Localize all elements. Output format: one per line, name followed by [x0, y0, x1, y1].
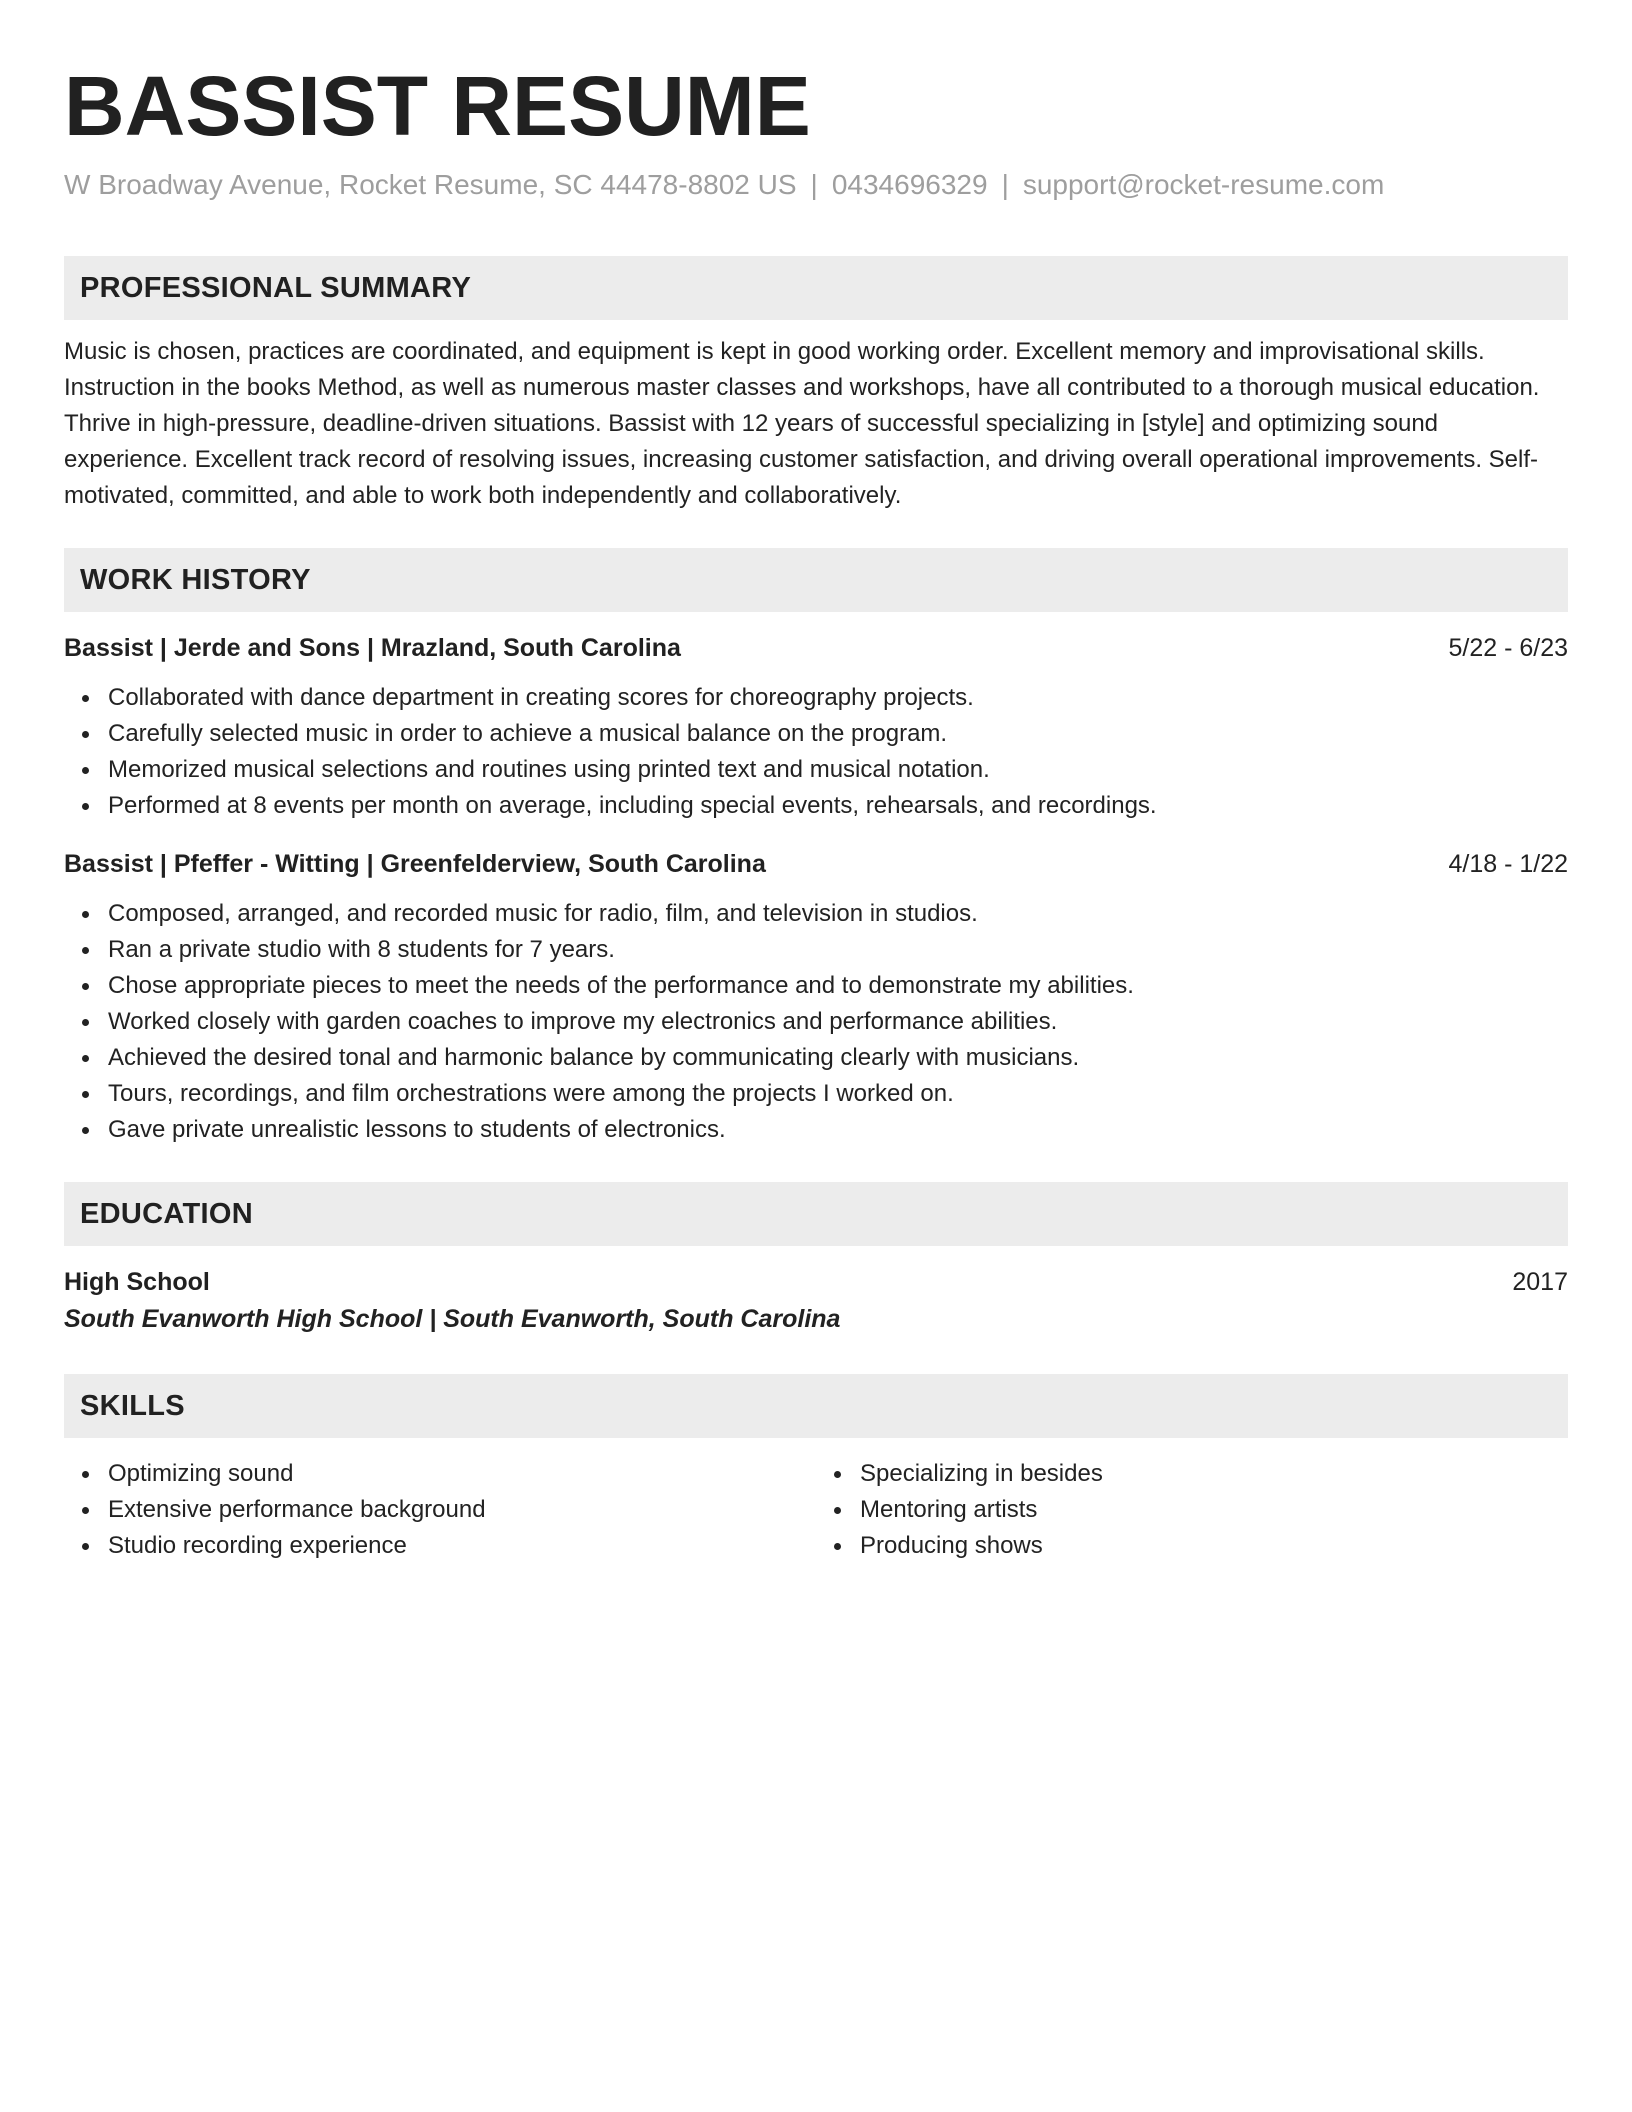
list-item: Gave private unrealistic lessons to students of electronics. — [108, 1112, 1568, 1148]
list-item: Chose appropriate pieces to meet the needs of the performance and to demonstrate my abilities. — [108, 968, 1568, 1004]
skills-list — [64, 1456, 816, 1564]
list-item: Composed, arranged, and recorded music for radio, film, and television in studios. — [108, 896, 1568, 932]
contact-separator: | — [810, 169, 818, 200]
job-dates: 5/22 - 6/23 — [1448, 634, 1568, 662]
skill-item: Mentoring artists — [860, 1492, 1568, 1528]
contact-separator: | — [1001, 169, 1009, 200]
job-entry — [64, 630, 1568, 824]
skill-item: Specializing in besides — [860, 1456, 1568, 1492]
skills-grid — [64, 1456, 1568, 1564]
contact-address: W Broadway Avenue, Rocket Resume, SC 44478-8802 US — [64, 169, 797, 200]
list-item: Collaborated with dance department in creating scores for choreography projects. — [108, 680, 1568, 716]
contact-email: support@rocket-resume.com — [1022, 169, 1385, 200]
job-title: Bassist | Pfeffer - Witting | Greenfelderview, South Carolina — [64, 850, 766, 878]
list-item: Ran a private studio with 8 students for 7 years. — [108, 932, 1568, 968]
section-header-work-history: WORK HISTORY — [64, 548, 1568, 612]
skill-item: Studio recording experience — [108, 1528, 816, 1564]
skill-item: Extensive performance background — [108, 1492, 816, 1528]
education-year: 2017 — [1512, 1268, 1568, 1296]
list-item: Tours, recordings, and film orchestrations were among the projects I worked on. — [108, 1076, 1568, 1112]
job-header — [64, 846, 1568, 882]
skill-item: Optimizing sound — [108, 1456, 816, 1492]
education-header — [64, 1264, 1568, 1300]
job-entry — [64, 846, 1568, 1148]
skills-column-right — [816, 1456, 1568, 1564]
list-item: Memorized musical selections and routines using printed text and musical notation. — [108, 752, 1568, 788]
skills-column-left — [64, 1456, 816, 1564]
education-school: South Evanworth High School | South Evanworth, South Carolina — [64, 1305, 841, 1333]
list-item: Achieved the desired tonal and harmonic balance by communicating clearly with musicians. — [108, 1040, 1568, 1076]
contact-phone: 0434696329 — [831, 169, 988, 200]
list-item: Carefully selected music in order to achieve a musical balance on the program. — [108, 716, 1568, 752]
section-header-summary: PROFESSIONAL SUMMARY — [64, 256, 1568, 320]
job-title: Bassist | Jerde and Sons | Mrazland, South Carolina — [64, 634, 681, 662]
contact-line — [64, 166, 1568, 204]
list-item: Worked closely with garden coaches to improve my electronics and performance abilities. — [108, 1004, 1568, 1040]
section-header-skills: SKILLS — [64, 1374, 1568, 1438]
education-entry — [64, 1264, 1568, 1338]
job-bullets — [64, 680, 1568, 824]
skills-list — [816, 1456, 1568, 1564]
education-degree: High School — [64, 1268, 210, 1296]
job-header — [64, 630, 1568, 666]
job-dates: 4/18 - 1/22 — [1448, 850, 1568, 878]
job-bullets — [64, 896, 1568, 1148]
section-header-education: EDUCATION — [64, 1182, 1568, 1246]
skill-item: Producing shows — [860, 1528, 1568, 1564]
list-item: Performed at 8 events per month on average, including special events, rehearsals, and recordings. — [108, 788, 1568, 824]
resume-title: BASSIST RESUME — [64, 59, 811, 153]
summary-text: Music is chosen, practices are coordinated, and equipment is kept in good working order. Excellent memory and improvisational skills. Instruction in the books Method, as well as numerous master classes and workshops, have all contributed to a thorough musical education. Thrive in high-pressure, deadline-driven situations. Bassist with 12 years of successful specializing in [style] and optimizing sound experience. Excellent track record of resolving issues, increasing customer satisfaction, and driving overall operational improvements. Self-motivated, committed, and able to work both independently and collaboratively. — [64, 338, 1540, 509]
